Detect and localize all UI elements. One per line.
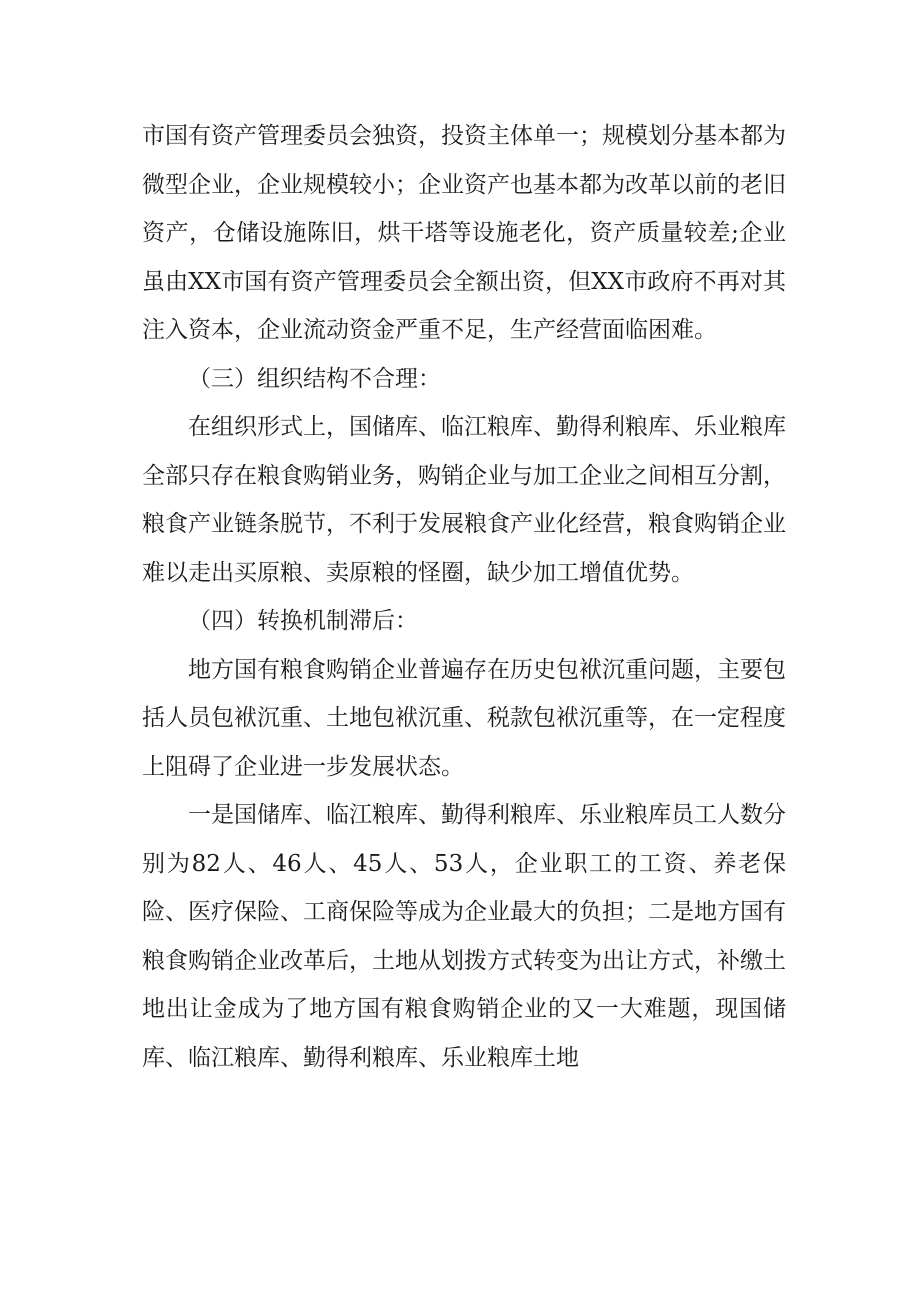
paragraph-historical-burden: 地方国有粮食购销企业普遍存在历史包袱沉重问题，主要包括人员包袱沉重、土地包袱沉重、税款包袱沉重等，在一定程度上阻碍了企业进一步发展状态。 [142,656,786,780]
section-heading-4: （四）转换机制滞后： [188,608,418,634]
paragraph-continuation: 市国有资产管理委员会独资，投资主体单一；规模划分基本都为微型企业，企业规模较小；企业资产也基本都为改革以前的老旧资产，仓储设施陈旧，烘干塔等设施老化，资产质量较差;企业虽由XX市国有资产管理委员会全额出资，但XX市政府不再对其注入资本，企业流动资金严重不足，生产经营面临困难。 [142,123,786,343]
paragraph-org-structure: 在组织形式上，国储库、临江粮库、勤得利粮库、乐业粮库全部只存在粮食购销业务，购销企业与加工企业之间相互分割，粮食产业链条脱节，不利于发展粮食产业化经营，粮食购销企业难以走出买原粮、卖原粮的怪圈，缺少加工增值优势。 [142,414,786,586]
document-page [142,112,786,1082]
paragraph-staff-land: 一是国储库、临江粮库、勤得利粮库、乐业粮库员工人数分别为82人、46人、45人、53人，企业职工的工资、养老保险、医疗保险、工商保险等成为企业最大的负担；二是地方国有粮食购销企业改革后，土地从划拨方式转变为出让方式，补缴土地出让金成为了地方国有粮食购销企业的又一大难题，现国储库、临江粮库、勤得利粮库、乐业粮库土地 [142,802,786,1071]
section-heading-3: （三）组织结构不合理： [188,365,441,392]
